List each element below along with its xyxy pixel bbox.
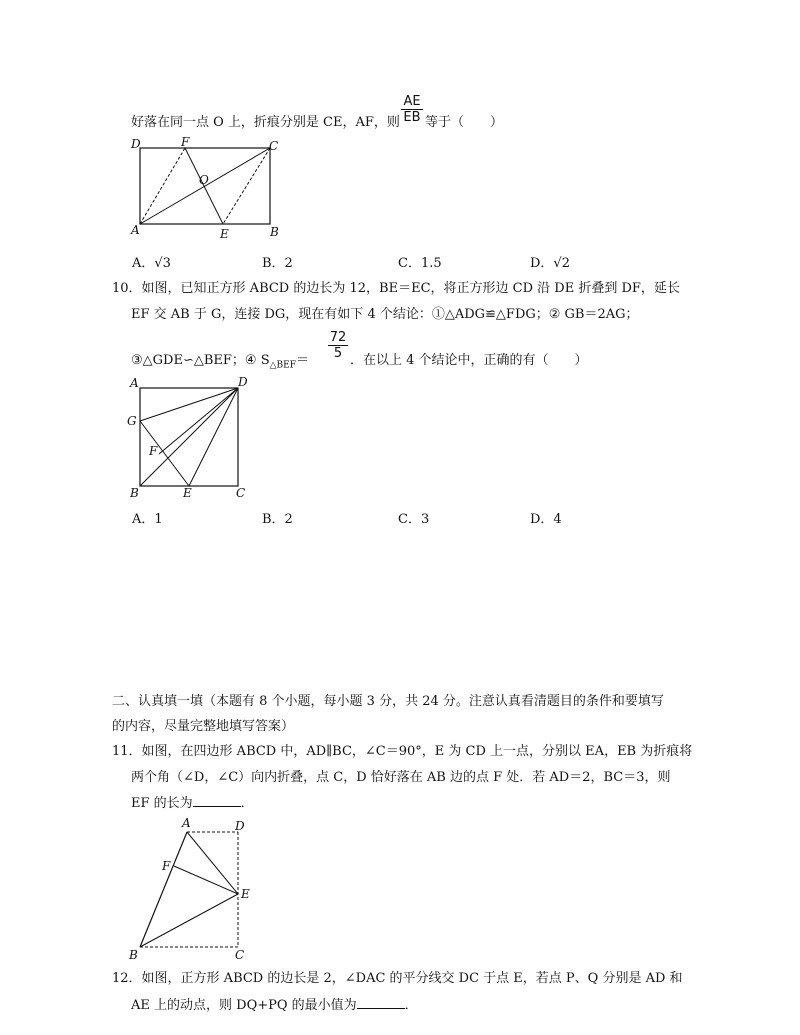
q10-option-d: D．4 xyxy=(530,512,562,527)
q11-line3 xyxy=(131,794,254,813)
q10-line2: EF 交 AB 于 G，连接 DG，现在有如下 4 个结论：①△ADG≌△FDG；② GB＝2AG； xyxy=(131,307,639,322)
q11-line3-text: EF 的长为 xyxy=(131,796,193,811)
q11-label-e: E xyxy=(241,887,250,901)
q9-label-c: C xyxy=(269,139,279,153)
q10-label-a: A xyxy=(130,376,139,390)
q11-label-d: D xyxy=(235,819,245,833)
q9-label-o: O xyxy=(199,173,209,187)
q11-answer-blank xyxy=(193,794,241,807)
q9-option-d: D．√2 xyxy=(530,256,570,271)
q9-figure xyxy=(125,136,285,244)
q11-figure xyxy=(125,814,260,966)
q10-label-c: C xyxy=(236,486,246,500)
section2-line1: 二、认真填一填（本题有 8 个小题，每小题 3 分，共 24 分。注意认真看清题目的条件和要填写 xyxy=(112,694,664,709)
q9-fraction xyxy=(401,95,423,124)
q10-frac-den: 5 xyxy=(333,346,343,361)
q10-label-d: D xyxy=(238,376,248,389)
q9-option-a: A．√3 xyxy=(132,256,171,271)
q12-line1: 12．如图，正方形 ABCD 的边长是 2，∠DAC 的平分线交 DC 于点 E，若点 P、Q 分别是 AD 和 xyxy=(112,971,683,986)
q10-line3a: ③△GDE∽△BEF；④ S xyxy=(131,353,270,368)
q10-frac-num: 72 xyxy=(329,330,347,345)
q10-fraction xyxy=(328,331,348,360)
q9-label-f: F xyxy=(181,136,190,149)
q11-line2: 两个角（∠D，∠C）向内折叠，点 C，D 恰好落在 AB 边的点 F 处．若 AD＝2，BC＝3，则 xyxy=(131,770,671,785)
q10-line3b: ＝ xyxy=(295,353,309,368)
q10-label-f: F xyxy=(149,444,158,458)
q10-label-g: G xyxy=(127,414,137,428)
q10-label-e: E xyxy=(183,486,192,500)
q9-frac-den: EB xyxy=(403,110,421,125)
q9-tail: 等于（ ） xyxy=(425,115,504,130)
q10-line3-sub: △BEF xyxy=(269,360,296,371)
q12-line2 xyxy=(131,996,418,1015)
q9-label-a: A xyxy=(131,223,140,237)
q11-label-c: C xyxy=(235,948,245,962)
q9-label-d: D xyxy=(131,137,141,151)
q12-line2-end: ． xyxy=(404,998,418,1013)
q10-option-a: A．1 xyxy=(132,512,163,527)
q10-line3 xyxy=(131,352,309,375)
section2-line2: 的内容，尽量完整地填写答案） xyxy=(112,719,295,734)
q10-figure xyxy=(125,376,255,500)
q9-option-b: B．2 xyxy=(262,256,293,271)
q10-option-b: B．2 xyxy=(262,512,293,527)
q9-frac-num: AE xyxy=(403,94,421,109)
q9-text xyxy=(131,114,400,132)
q11-label-b: B xyxy=(129,948,138,962)
q10-line3c: ．在以上 4 个结论中，正确的有（ ） xyxy=(350,353,588,368)
q9-label-e: E xyxy=(220,227,229,241)
q9-line: 好落在同一点 O 上，折痕分别是 CE，AF，则 xyxy=(131,115,400,130)
q11-label-f: F xyxy=(162,859,171,873)
q11-label-a: A xyxy=(182,816,191,830)
q12-line2-text: AE 上的动点，则 DQ+PQ 的最小值为 xyxy=(131,998,357,1013)
q10-label-b: B xyxy=(130,486,139,500)
q10-line1: 10．如图，已知正方形 ABCD 的边长为 12，BE＝EC，将正方形边 CD 沿 DE 折叠到 DF，延长 xyxy=(112,281,680,296)
q9-option-c: C．1.5 xyxy=(398,256,442,271)
q11-line1: 11．如图，在四边形 ABCD 中，AD∥BC，∠C＝90°，E 为 CD 上一点，分别以 EA，EB 为折痕将 xyxy=(112,744,693,759)
q10-option-c: C．3 xyxy=(398,512,430,527)
q9-label-b: B xyxy=(270,225,279,239)
q11-line3-end: ． xyxy=(240,796,254,811)
q12-answer-blank xyxy=(357,996,405,1009)
